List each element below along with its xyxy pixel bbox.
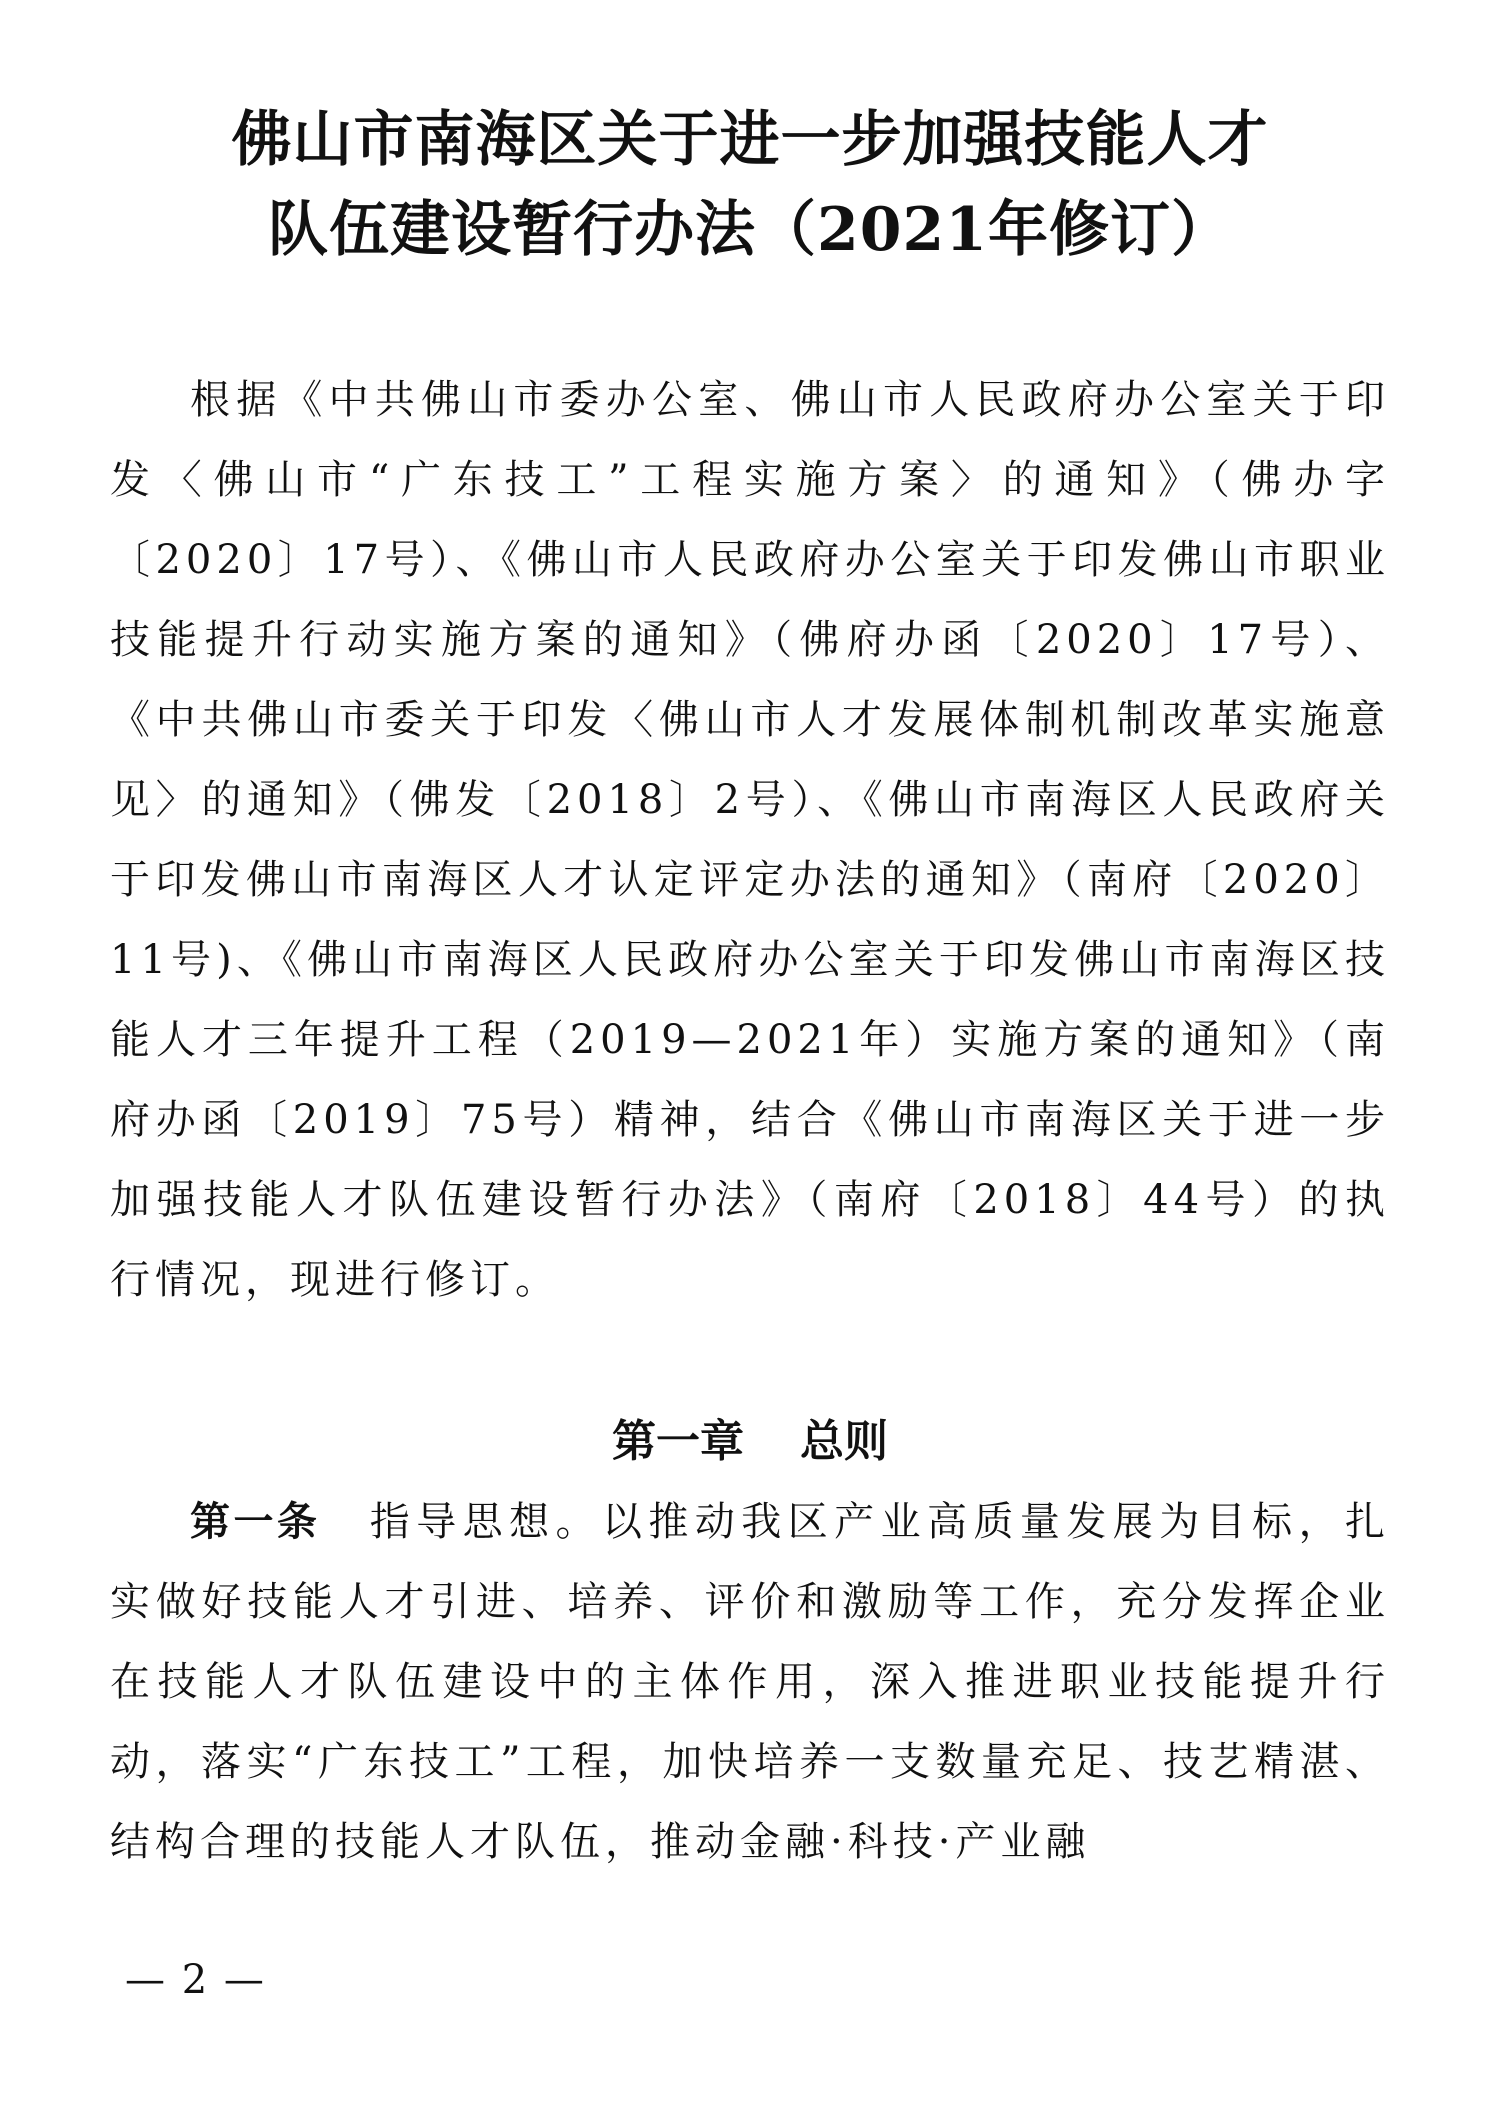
article-paragraph xyxy=(110,1482,1390,1882)
article-text: 指导思想。以推动我区产业高质量发展为目标，扎实做好技能人才引进、培养、评价和激励等工作，充分发挥企业在技能人才队伍建设中的主体作用，深入推进职业技能提升行动，落实“广东技工”工程，加快培养一支数量充足、技艺精湛、结构合理的技能人才队伍，推动金融·科技·产业融 xyxy=(110,1499,1391,1865)
chapter-name: 总则 xyxy=(800,1416,888,1467)
chapter-number: 第一章 xyxy=(612,1416,744,1467)
document-title-line-2: 队伍建设暂行办法（2021年修订） xyxy=(268,195,1232,265)
document-title-line-1: 佛山市南海区关于进一步加强技能人才 xyxy=(231,105,1269,175)
page-number: — 2 — xyxy=(125,1957,266,2003)
article-label: 第一条 xyxy=(190,1498,321,1545)
preamble-paragraph: 根据《中共佛山市委办公室、佛山市人民政府办公室关于印发〈佛山市“广东技工”工程实施方案〉的通知》（佛办字〔2020〕17号）、《佛山市人民政府办公室关于印发佛山市职业技能提升行动实施方案的通知》（佛府办函〔2020〕17号）、《中共佛山市委关于印发〈佛山市人才发展体制机制改革实施意见〉的通知》（佛发〔2018〕2号）、《佛山市南海区人民政府关于印发佛山市南海区人才认定评定办法的通知》（南府〔2020〕11号)、《佛山市南海区人民政府办公室关于印发佛山市南海区技能人才三年提升工程（2019—2021年）实施方案的通知》（南府办函〔2019〕75号）精神，结合《佛山市南海区关于进一步加强技能人才队伍建设暂行办法》（南府〔2018〕44号）的执行情况，现进行修订。 xyxy=(110,377,1390,1303)
chapter-heading xyxy=(0,1402,1500,1482)
